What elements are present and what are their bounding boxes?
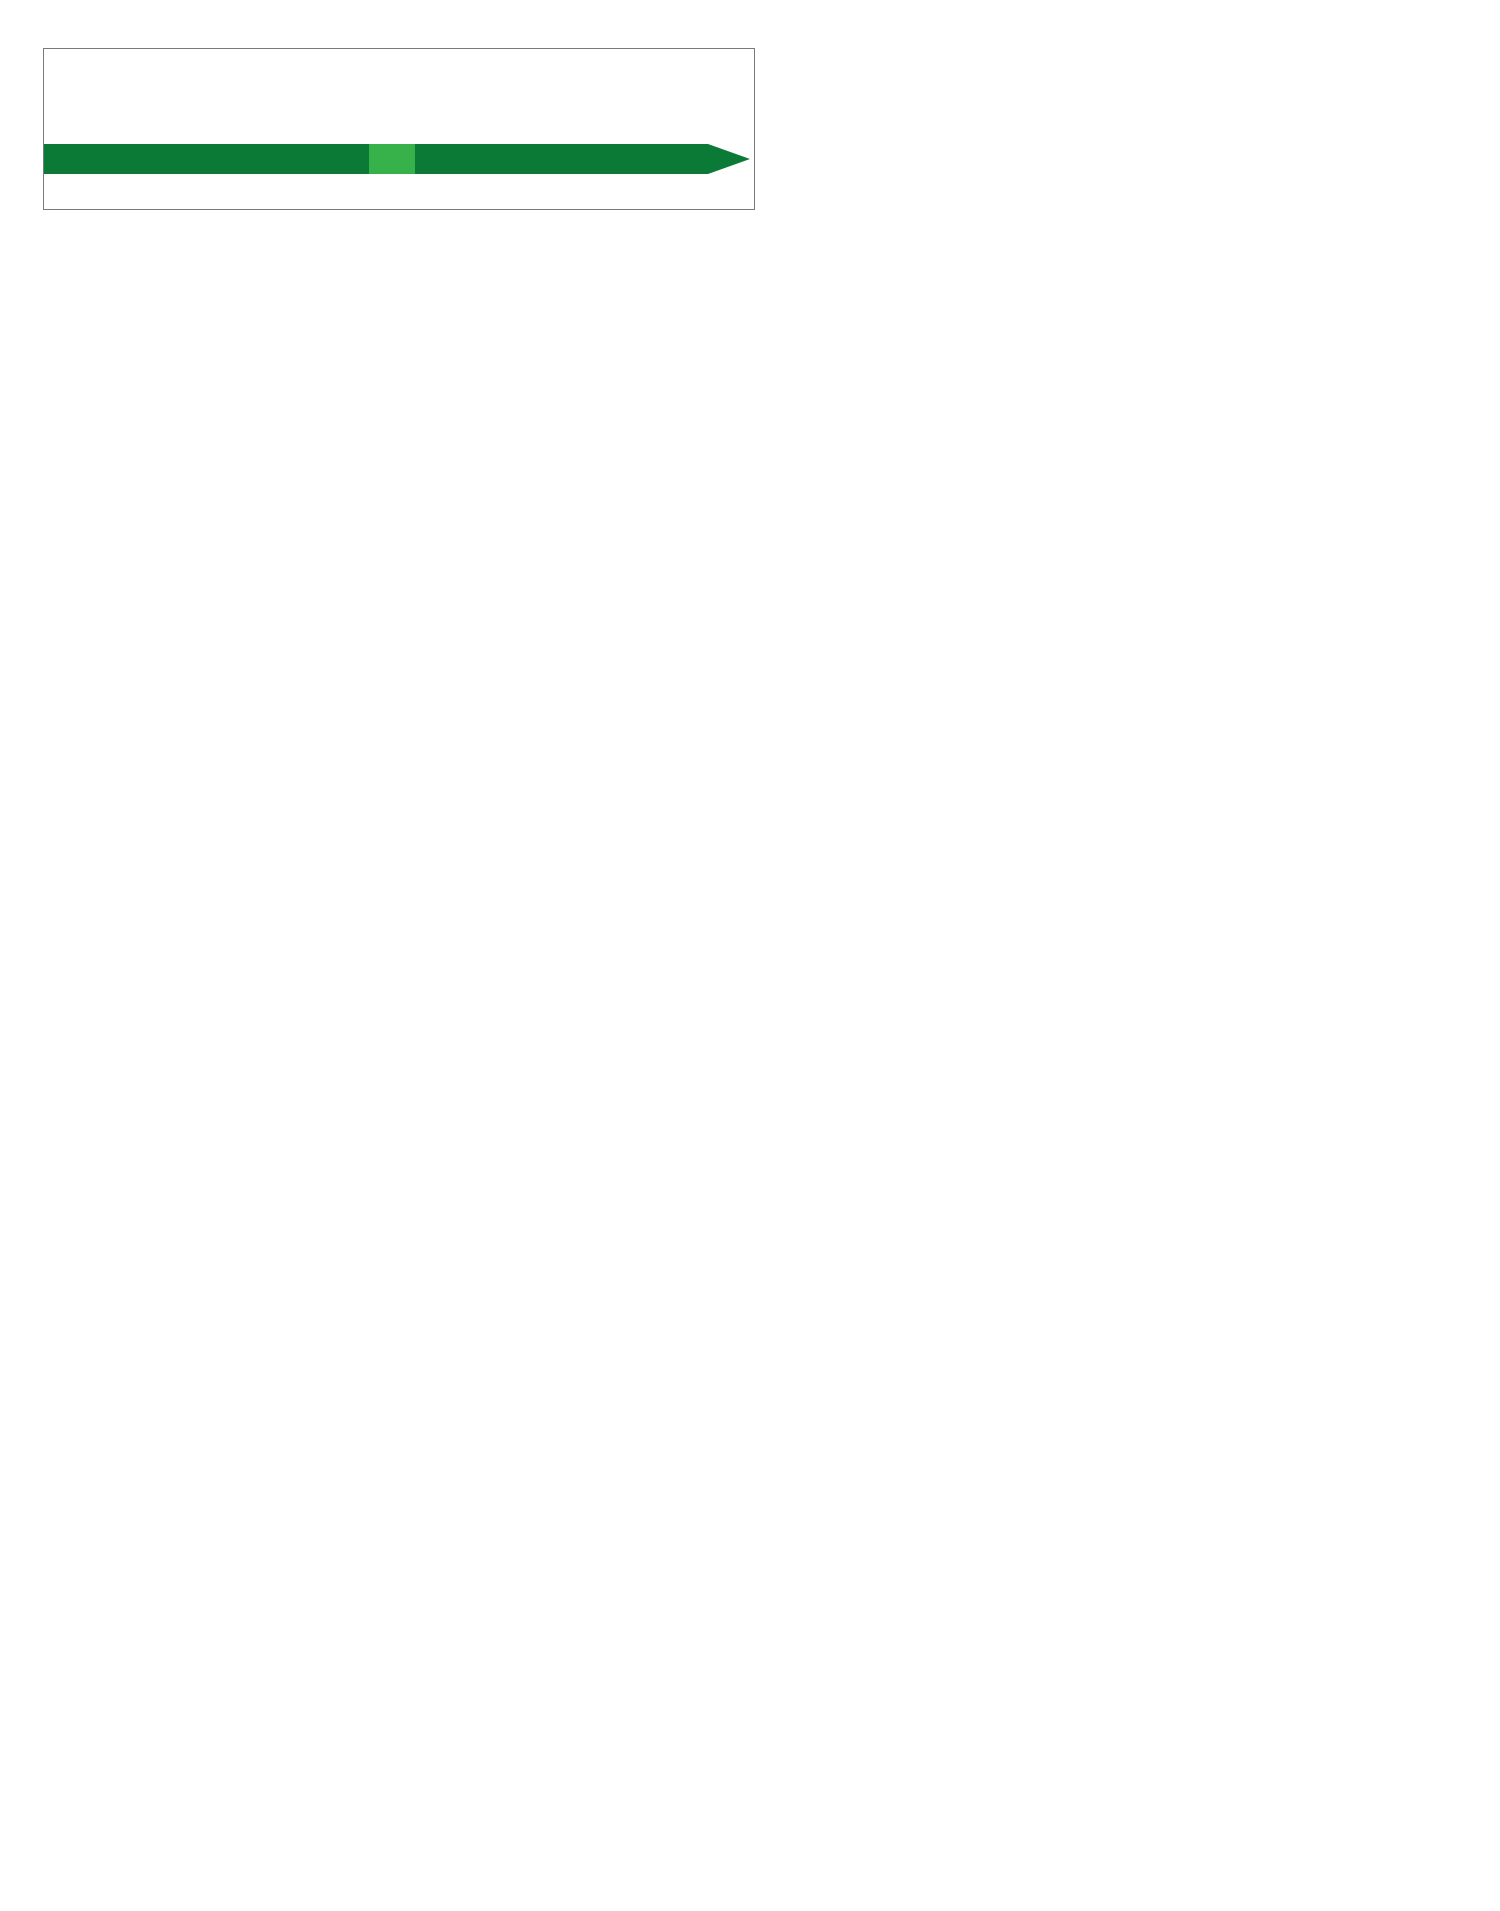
title-cell bbox=[43, 48, 755, 210]
train-line-arrow bbox=[44, 139, 754, 179]
